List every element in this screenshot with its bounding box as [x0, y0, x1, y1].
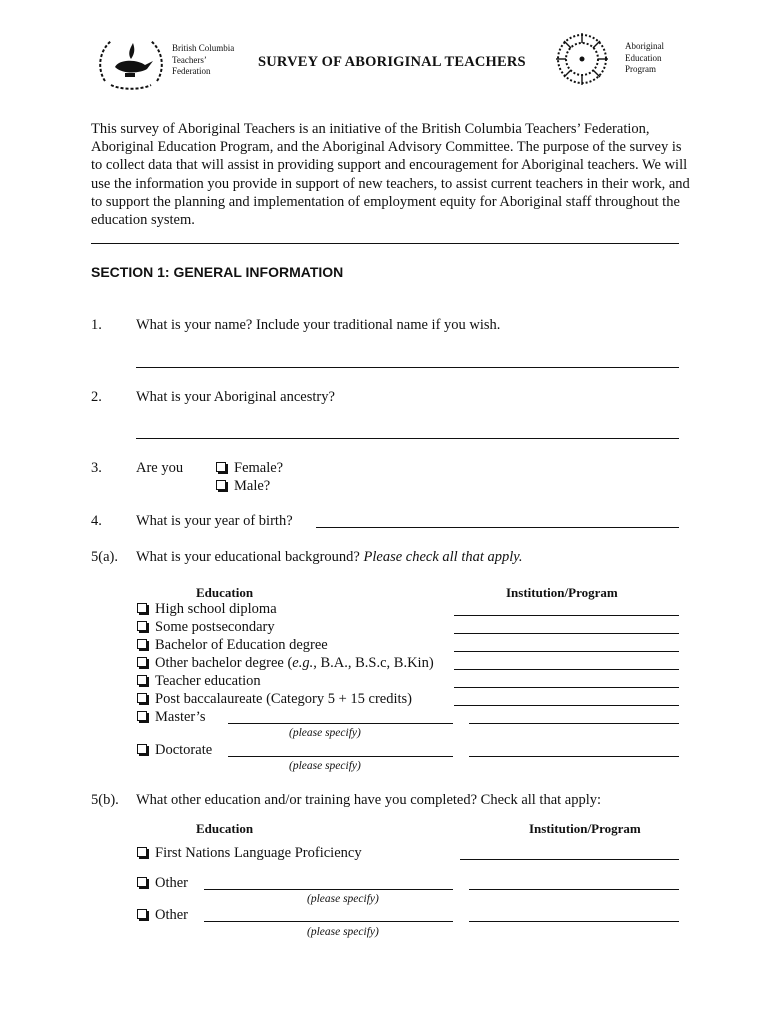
q5b-number: 5(b). — [91, 792, 119, 808]
edu-item-label: Doctorate — [155, 742, 213, 758]
q2-number: 2. — [91, 389, 102, 405]
divider — [91, 243, 679, 244]
section-heading: SECTION 1: GENERAL INFORMATION — [91, 264, 344, 280]
male-label: Male? — [234, 478, 271, 494]
edu-item[interactable] — [137, 691, 412, 708]
training-item-label: Other — [155, 907, 189, 923]
specify-hint: (please specify) — [307, 926, 379, 938]
edu-item-label: Master’s — [155, 709, 206, 725]
institution-line[interactable] — [460, 859, 679, 860]
institution-line[interactable] — [454, 633, 679, 634]
institution-line[interactable] — [469, 756, 679, 757]
col-education-b: Education — [196, 821, 254, 836]
q4-text: What is your year of birth? — [136, 513, 293, 529]
institution-line[interactable] — [454, 705, 679, 706]
training-item-label: First Nations Language Proficiency — [155, 845, 362, 861]
specify-line[interactable] — [228, 723, 453, 724]
q5b-text: What other education and/or training have you completed? Check all that apply: — [136, 792, 602, 808]
edu-item[interactable] — [137, 637, 328, 654]
q2-answer-line[interactable] — [136, 438, 679, 439]
institution-line[interactable] — [454, 651, 679, 652]
institution-line[interactable] — [469, 921, 679, 922]
edu-item-masters[interactable] — [137, 709, 205, 726]
q4-number: 4. — [91, 513, 102, 529]
q1-text: What is your name? Include your traditional name if you wish. — [136, 317, 501, 333]
edu-item[interactable] — [137, 619, 275, 636]
specify-hint: (please specify) — [289, 727, 361, 739]
edu-item[interactable] — [137, 601, 277, 618]
female-option[interactable] — [216, 460, 283, 477]
checkbox-icon[interactable] — [137, 877, 147, 887]
institution-line[interactable] — [469, 723, 679, 724]
q1-number: 1. — [91, 317, 102, 333]
edu-item-label: Teacher education — [155, 673, 261, 689]
institution-line[interactable] — [454, 615, 679, 616]
intro-paragraph: This survey of Aboriginal Teachers is an initiative of the British Columbia Teachers’ Federation, Aboriginal Education Program, and the Aboriginal Advisory Committee. The purpose of the survey is to collect data that will assist in providing support and encouragement for Aboriginal teachers. We will use the information you provide in support of new teachers, to assist current teachers in their work, and to support the planning and implementation of employment equity for Aboriginal staff throughout the education system. — [91, 121, 690, 229]
aep-logo — [552, 31, 612, 87]
edu-item[interactable] — [137, 655, 434, 672]
checkbox-icon[interactable] — [137, 693, 147, 703]
checkbox-icon[interactable] — [137, 675, 147, 685]
edu-item-label: Other bachelor degree (e.g., B.A., B.S.c, B.Kin) — [155, 655, 434, 671]
specify-line[interactable] — [204, 921, 453, 922]
edu-item-doctorate[interactable] — [137, 742, 212, 759]
checkbox-icon[interactable] — [137, 621, 147, 631]
feather-circle-icon — [552, 31, 612, 87]
q1-answer-line[interactable] — [136, 367, 679, 368]
checkbox-icon[interactable] — [137, 711, 147, 721]
col-education: Education — [196, 585, 254, 600]
lamp-wreath-icon — [97, 33, 165, 91]
institution-line[interactable] — [469, 889, 679, 890]
specify-line[interactable] — [228, 756, 453, 757]
checkbox-icon[interactable] — [137, 657, 147, 667]
q3-number: 3. — [91, 460, 102, 476]
institution-line[interactable] — [454, 687, 679, 688]
q5a-number: 5(a). — [91, 549, 118, 565]
edu-item-label: Bachelor of Education degree — [155, 637, 328, 653]
checkbox-icon[interactable] — [137, 639, 147, 649]
male-option[interactable] — [216, 478, 270, 495]
checkbox-icon[interactable] — [137, 847, 147, 857]
edu-item-label: Post baccalaureate (Category 5 + 15 credits) — [155, 691, 412, 707]
aep-org-name: Aboriginal Education Program — [625, 41, 664, 74]
female-label: Female? — [234, 460, 284, 476]
specify-hint: (please specify) — [307, 893, 379, 905]
checkbox-icon[interactable] — [216, 480, 226, 490]
btf-org-name: British Columbia Teachers’ Federation — [172, 43, 235, 76]
q5a-text: What is your educational background? Please check all that apply. — [136, 549, 523, 565]
edu-item-label: High school diploma — [155, 601, 277, 617]
checkbox-icon[interactable] — [216, 462, 226, 472]
checkbox-icon[interactable] — [137, 603, 147, 613]
col-institution: Institution/Program — [506, 585, 618, 600]
training-other[interactable] — [137, 875, 188, 892]
document-title: SURVEY OF ABORIGINAL TEACHERS — [258, 54, 526, 70]
q2-text: What is your Aboriginal ancestry? — [136, 389, 335, 405]
training-other[interactable] — [137, 907, 188, 924]
training-item-label: Other — [155, 875, 189, 891]
btf-logo — [97, 33, 165, 91]
specify-hint: (please specify) — [289, 760, 361, 772]
edu-item-label: Some postsecondary — [155, 619, 275, 635]
checkbox-icon[interactable] — [137, 744, 147, 754]
birth-year-line[interactable] — [316, 527, 679, 528]
q3-text: Are you — [136, 460, 184, 476]
checkbox-icon[interactable] — [137, 909, 147, 919]
edu-item[interactable] — [137, 673, 261, 690]
specify-line[interactable] — [204, 889, 453, 890]
col-institution-b: Institution/Program — [529, 821, 641, 836]
training-item[interactable] — [137, 845, 362, 862]
institution-line[interactable] — [454, 669, 679, 670]
